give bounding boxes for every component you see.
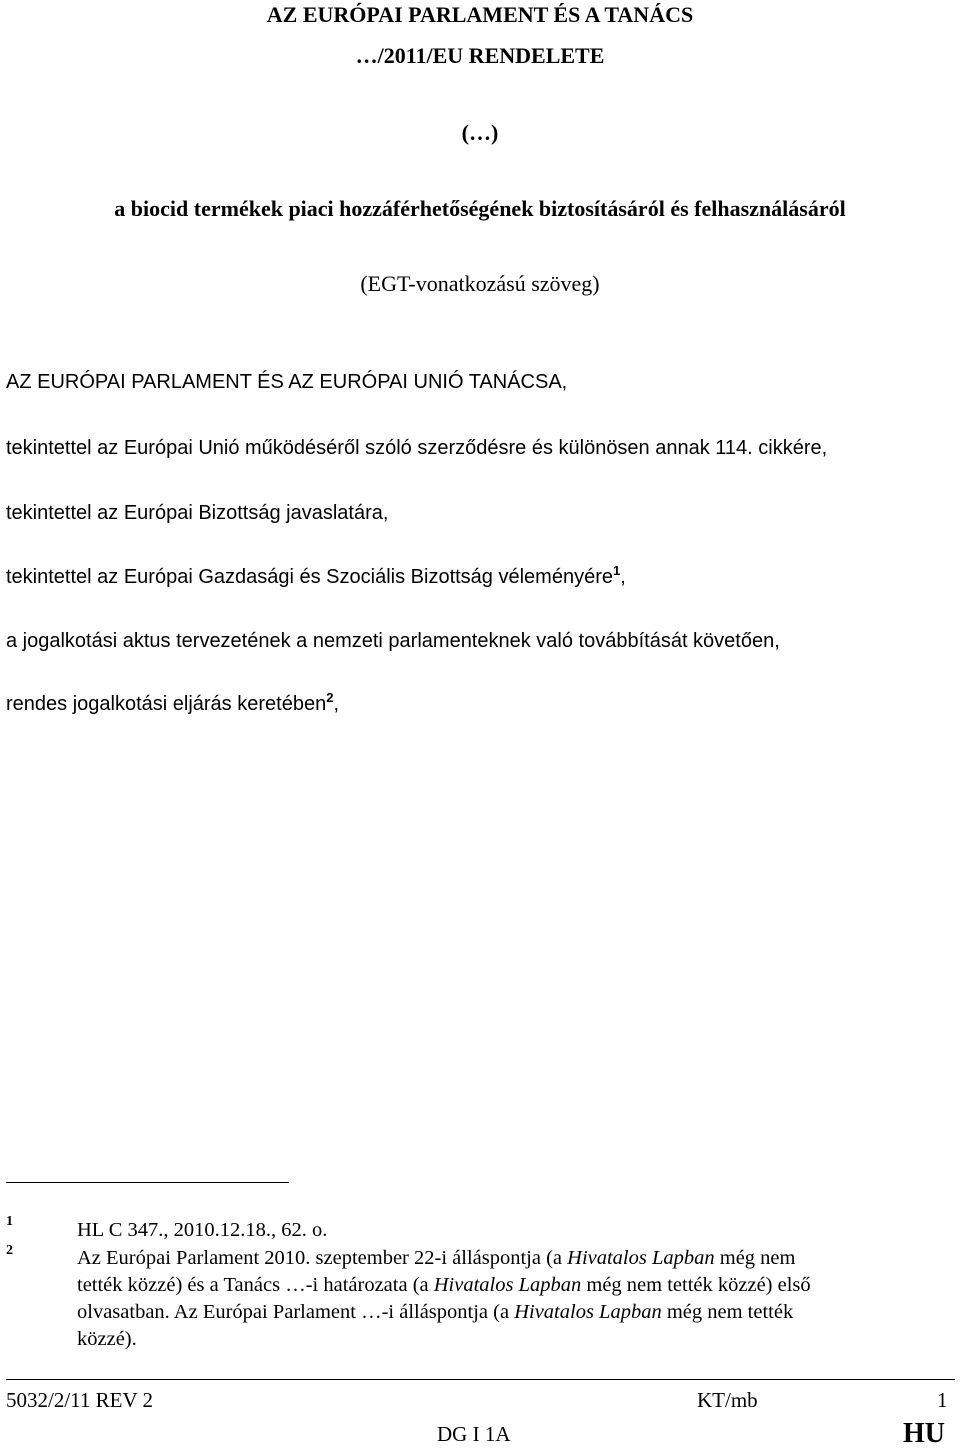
- recital-national-parliaments: a jogalkotási aktus tervezetének a nemzeti parlamenteknek való továbbítását követően,: [6, 630, 780, 652]
- regulation-title-number: …/2011/EU RENDELETE: [355, 43, 605, 68]
- recital-treaty: tekintettel az Európai Unió működéséről szóló szerződésre és különösen annak 114. cikkére,: [6, 437, 828, 459]
- footnote-ref-2[interactable]: 2: [326, 690, 334, 705]
- regulation-title-date: (…): [461, 120, 499, 145]
- footnote-2-line-4: [77, 1326, 943, 1353]
- footnote-2-segment: még nem tették: [661, 1301, 794, 1323]
- recital-esc-opinion-text: tekintettel az Európai Gazdasági és Szociális Bizottság véleményére: [6, 566, 613, 588]
- footer-separator: [6, 1379, 955, 1380]
- footnote-2-line-1: [77, 1245, 943, 1272]
- recital-legislative-procedure-text: rendes jogalkotási eljárás keretében: [6, 693, 327, 715]
- document-reference: 5032/2/11 REV 2: [6, 1388, 154, 1412]
- eea-relevance-note: (EGT-vonatkozású szöveg): [360, 271, 600, 296]
- footnote-2-segment: még nem: [714, 1247, 796, 1269]
- directorate-general: DG I 1A: [437, 1422, 511, 1446]
- author-initials: KT/mb: [697, 1388, 758, 1412]
- footnote-2-number: 2: [6, 1243, 13, 1258]
- footnote-separator: [6, 1182, 289, 1183]
- official-journal-italic: Hivatalos Lapban: [567, 1247, 715, 1269]
- official-journal-italic: Hivatalos Lapban: [433, 1274, 582, 1296]
- regulation-title-institutions: AZ EURÓPAI PARLAMENT ÉS A TANÁCS: [266, 2, 694, 27]
- footnote-1-number: 1: [6, 1214, 13, 1229]
- footnote-2-segment: olvasatban. Az Európai Parlament …-i álláspontja (a: [77, 1301, 515, 1323]
- footnote-2-line-3: [77, 1299, 943, 1326]
- enacting-authority: AZ EURÓPAI PARLAMENT ÉS AZ EURÓPAI UNIÓ TANÁCSA,: [6, 371, 568, 393]
- footnote-2-text: [77, 1245, 943, 1353]
- official-journal-italic: Hivatalos Lapban: [514, 1301, 662, 1323]
- footnote-2-segment: még nem tették közzé) első: [581, 1274, 811, 1296]
- page-number: 1: [937, 1388, 948, 1412]
- footnote-2-line-2: [77, 1272, 943, 1299]
- regulation-title-subject: a biocid termékek piaci hozzáférhetőségének biztosításáról és felhasználásáról: [114, 196, 846, 221]
- footnote-ref-1[interactable]: 1: [612, 563, 621, 578]
- footnote-1-text: HL C 347., 2010.12.18., 62. o.: [77, 1219, 328, 1241]
- footnote-2-segment: tették közzé) és a Tanács …-i határozata (a: [77, 1274, 434, 1296]
- footnote-2-segment: közzé).: [77, 1328, 137, 1350]
- recital-esc-opinion: [6, 563, 626, 591]
- recital-legislative-procedure: [6, 690, 339, 718]
- recital-legislative-procedure-tail: ,: [333, 693, 339, 715]
- language-code: HU: [903, 1418, 945, 1449]
- footnote-2-segment: Az Európai Parlament 2010. szeptember 22-i álláspontja (a: [77, 1247, 568, 1269]
- recital-commission-proposal: tekintettel az Európai Bizottság javaslatára,: [6, 502, 389, 524]
- recital-esc-opinion-tail: ,: [620, 566, 626, 588]
